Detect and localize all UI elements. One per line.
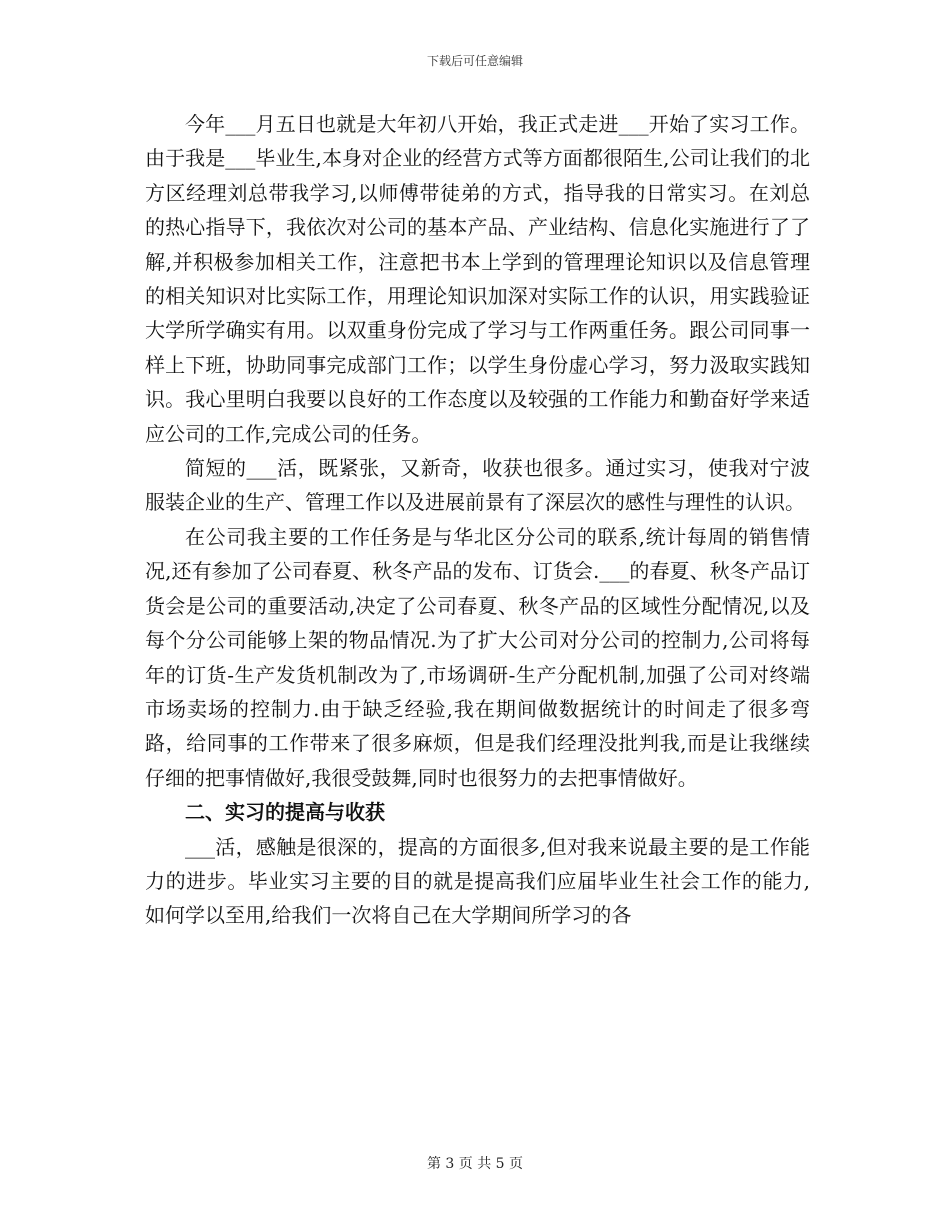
document-body	[145, 107, 810, 933]
section-heading: 二、实习的提高与收获	[185, 800, 385, 825]
page-header: 下载后可任意编辑	[426, 54, 523, 68]
paragraph-short-experience: 简短的___活，既紧张，又新奇，收获也很多。通过实习，使我对宁波服装企业的生产、管理工作以及进展前景有了深层次的感性与理性的认识。	[145, 456, 810, 515]
paragraph-internship-start: 今年___月五日也就是大年初八开始，我正式走进___开始了实习工作。由于我是___毕业生,本身对企业的经营方式等方面都很陌生,公司让我们的北方区经理刘总带我学习,以师傅带徒弟的方式，指导我的日常实习。在刘总的热心指导下，我依次对公司的基本产品、产业结构、信息化实施进行了了解,并积极参加相关工作，注意把书本上学到的管理理论知识以及信息管理的相关知识对比实际工作，用理论知识加深对实际工作的认识，用实践验证大学所学确实有用。以双重身份完成了学习与工作两重任务。跟公司同事一样上下班，协助同事完成部门工作；以学生身份虚心学习，努力汲取实践知识。我心里明白我要以良好的工作态度以及较强的工作能力和勤奋好学来适应公司的工作,完成公司的任务。	[145, 112, 810, 446]
paragraph-improvement: ___活，感触是很深的，提高的方面很多,但对我来说最主要的是工作能力的进步。毕业实习主要的目的就是提高我们应届毕业生社会工作的能力,如何学以至用,给我们一次将自己在大学期间所学习的各	[145, 834, 810, 928]
paragraph-main-tasks: 在公司我主要的工作任务是与华北区分公司的联系,统计每周的销售情况,还有参加了公司春夏、秋冬产品的发布、订货会.___的春夏、秋冬产品订货会是公司的重要活动,决定了公司春夏、秋冬产品的区域性分配情况,以及每个分公司能够上架的物品情况.为了扩大公司对分公司的控制力,公司将每年的订货-生产发货机制改为了,市场调研-生产分配机制,加强了公司对终端市场卖场的控制力.由于缺乏经验,我在期间做数据统计的时间走了很多弯路，给同事的工作带来了很多麻烦，但是我们经理没批判我,而是让我继续仔细的把事情做好,我很受鼓舞,同时也很努力的去把事情做好。	[145, 524, 810, 790]
page-number: 第 3 页 共 5 页	[426, 1156, 524, 1172]
